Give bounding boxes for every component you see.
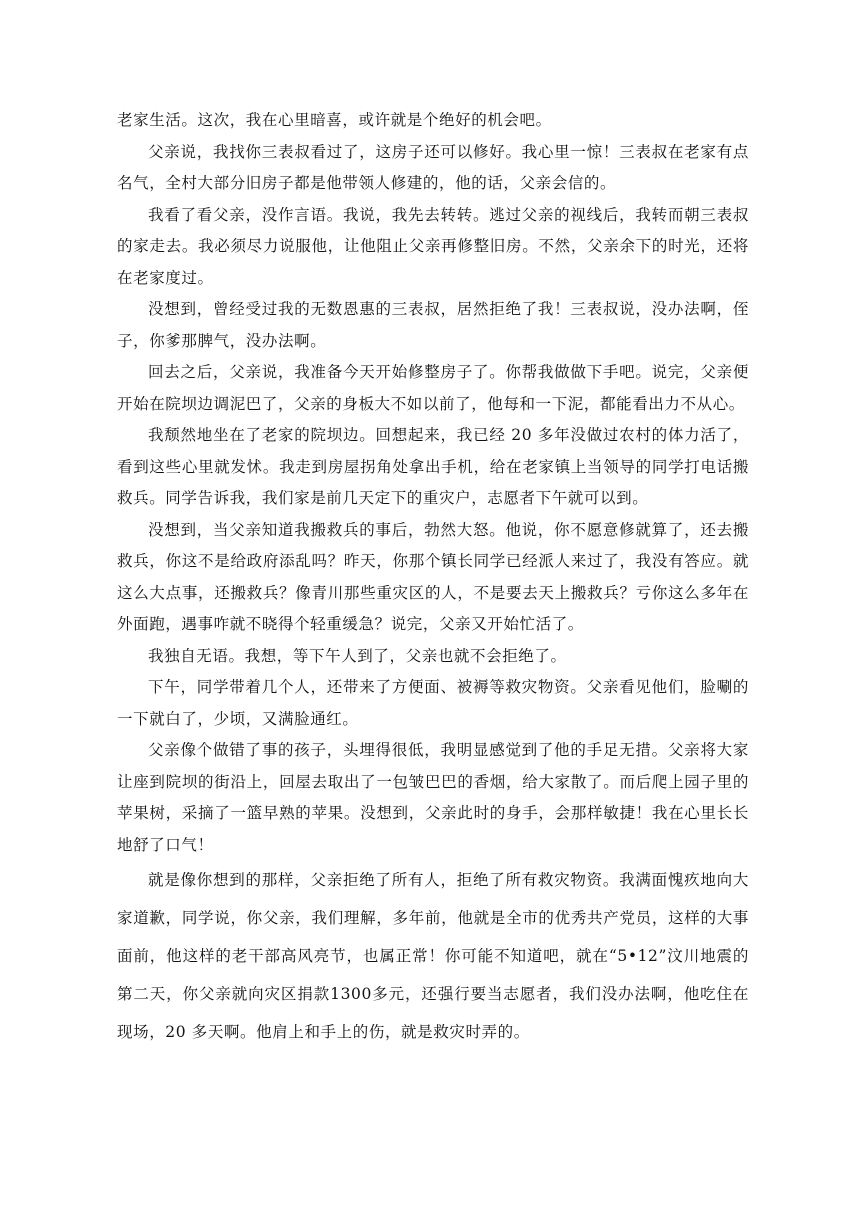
paragraph-8: 我独自无语。我想，等下午人到了，父亲也就不会拒绝了。 <box>148 646 567 665</box>
paragraph-6: 我颓然地坐在了老家的院坝边。回想起来，我已经 20 多年没做过农村的体力活了，看到这些心里就发怵。我走到房屋拐角处拿出手机，给在老家镇上当领导的同学打电话搬救兵。同学告诉我，我们家是前几天定下的重灾户，志愿者下午就可以到。 <box>117 426 749 507</box>
paragraph-3: 我看了看父亲，没作言语。我说，我先去转转。逃过父亲的视线后，我转而朝三表叔的家走去。我必须尽力说服他，让他阻止父亲再修整旧房。不然，父亲余下的时光，还将在老家度过。 <box>117 205 749 287</box>
paragraph-9: 下午，同学带着几个人，还带来了方便面、被褥等救灾物资。父亲看见他们，脸唰的一下就白了，少顷，又满脸通红。 <box>117 678 749 728</box>
paragraph-11: 就是像你想到的那样，父亲拒绝了所有人，拒绝了所有救灾物资。我满面愧疚地向大家道歉，同学说，你父亲，我们理解，多年前，他就是全市的优秀共产党员，这样的大事面前，他这样的老干部高风亮节，也属正常！你可能不知道吧，就在“5•12”汶川地震的第二天，你父亲就向灾区捐款1300多元，还强行要当志愿者，我们没办法啊，他吃住在现场，20 多天啊。他肩上和手上的伤，就是救灾时弄的。 <box>117 871 749 1041</box>
paragraph-5: 回去之后，父亲说，我准备今天开始修整房子了。你帮我做做下手吧。说完，父亲便开始在院坝边调泥巴了，父亲的身板大不如以前了，他每和一下泥，都能看出力不从心。 <box>117 363 749 413</box>
paragraph-2: 父亲说，我找你三表叔看过了，这房子还可以修好。我心里一惊！三表叔在老家有点名气，全村大部分旧房子都是他带领人修建的，他的话，父亲会信的。 <box>117 142 749 192</box>
paragraph-10: 父亲像个做错了事的孩子，头埋得很低，我明显感觉到了他的手足无措。父亲将大家让座到院坝的街沿上，回屋去取出了一包皱巴巴的香烟，给大家散了。而后爬上园子里的苹果树，采摘了一篮早熟的苹果。没想到，父亲此时的身手，会那样敏捷！我在心里长长地舒了口气！ <box>117 741 749 854</box>
article-body <box>117 105 749 1051</box>
paragraph-1: 老家生活。这次，我在心里暗喜，或许就是个绝好的机会吧。 <box>117 111 552 129</box>
paragraph-4: 没想到，曾经受过我的无数恩惠的三表叔，居然拒绝了我！三表叔说，没办法啊，侄子，你爹那脾气，没办法啊。 <box>117 300 749 350</box>
paragraph-7: 没想到，当父亲知道我搬救兵的事后，勃然大怒。他说，你不愿意修就算了，还去搬救兵，你这不是给政府添乱吗？昨天，你那个镇长同学已经派人来过了，我没有答应。就这么大点事，还搬救兵？像青川那些重灾区的人，不是要去天上搬救兵？亏你这么多年在外面跑，遇事咋就不晓得个轻重缓急？说完，父亲又开始忙活了。 <box>117 520 749 633</box>
